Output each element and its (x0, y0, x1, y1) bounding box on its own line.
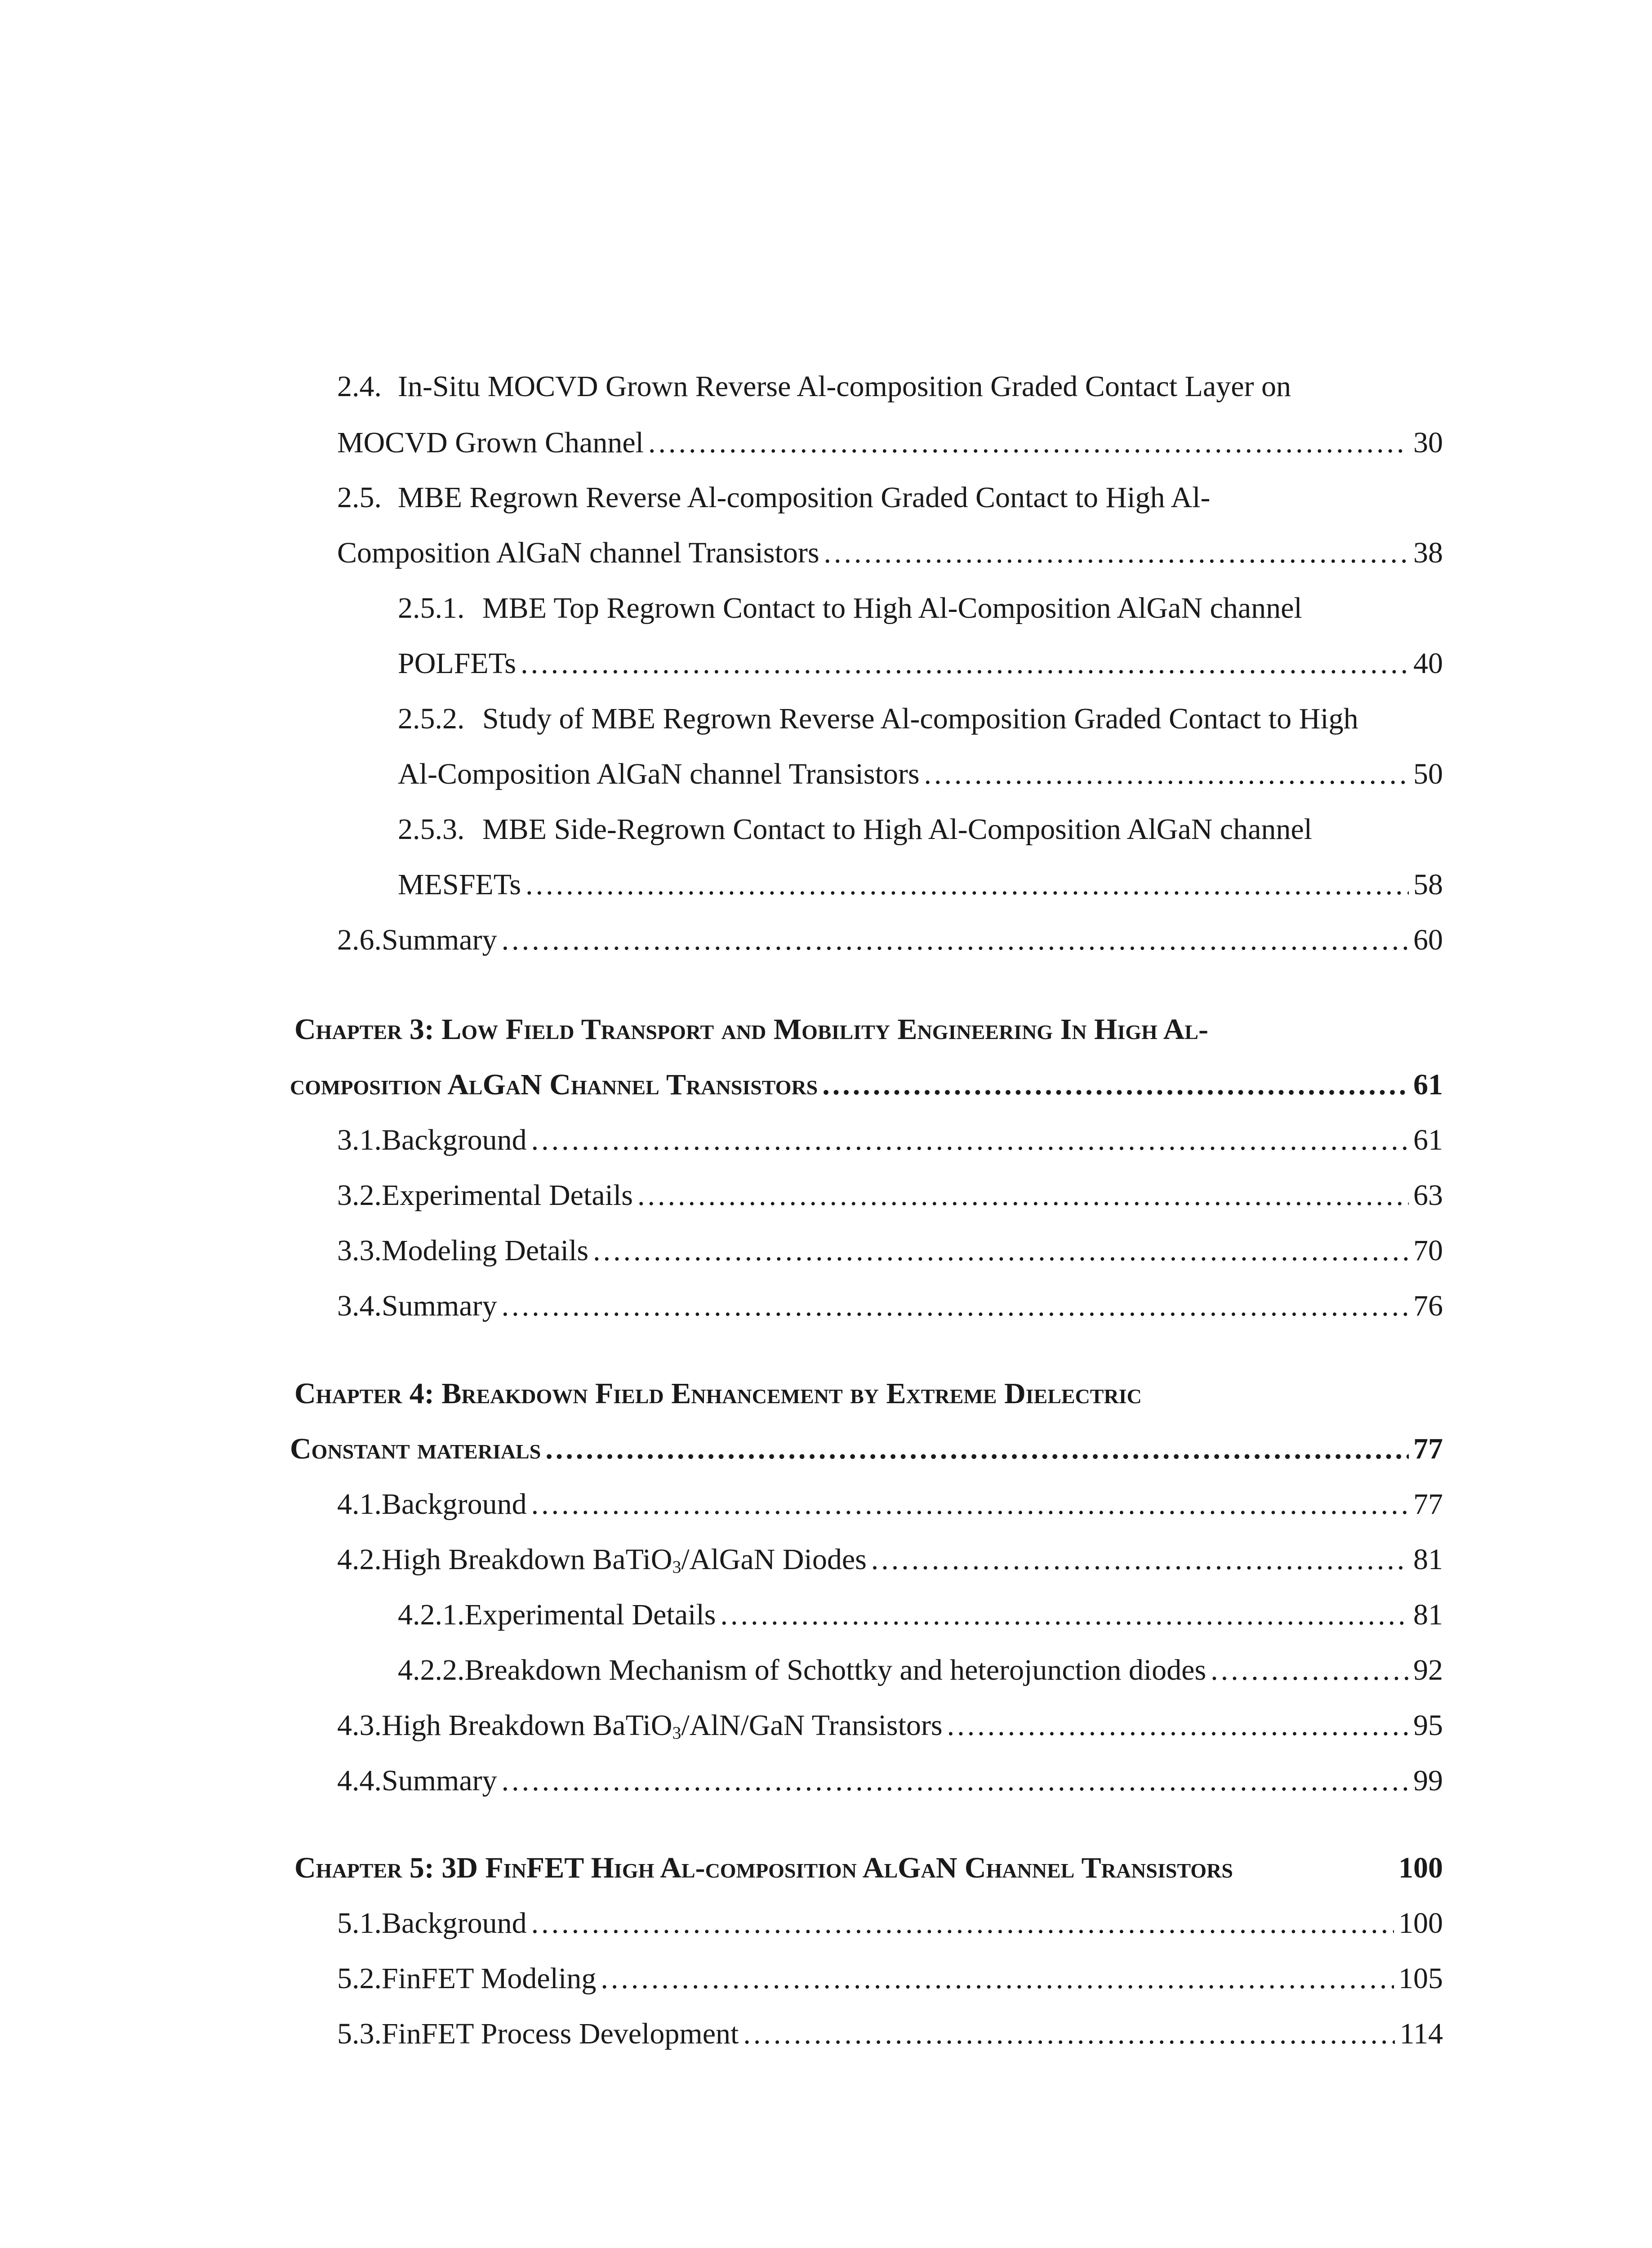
section-number: 4.2. (337, 1543, 382, 1576)
chapter-title: Chapter 5: 3D FinFET High Al-composition AlGaN Channel Transistors (294, 1851, 1233, 1884)
section-title: Summary (382, 923, 497, 956)
page-number: 100 (1398, 1907, 1443, 1940)
section-number: 2.5.3. (398, 813, 465, 846)
chapter-4-heading-line1 (294, 1371, 1142, 1416)
section-number: 2.4. (337, 370, 382, 403)
chapter-title-cont: Constant materials (290, 1432, 541, 1465)
section-number: 3.4. (337, 1289, 382, 1322)
section-title: Background (382, 1124, 527, 1156)
page-number: 60 (1413, 923, 1443, 956)
page-number: 95 (1413, 1709, 1443, 1742)
page-number: 92 (1413, 1654, 1443, 1686)
section-number: 5.3. (337, 2017, 382, 2050)
toc-entry-4-1[interactable] (337, 1482, 1443, 1527)
toc-entry-2-5-3-line1 (398, 807, 1312, 852)
chapter-title: Chapter 4: Breakdown Field Enhancement by Extreme Dielectric (294, 1377, 1142, 1410)
page-number: 61 (1413, 1124, 1443, 1156)
page-number: 81 (1413, 1543, 1443, 1576)
page-number: 76 (1413, 1289, 1443, 1322)
toc-entry-2-5-line2[interactable] (337, 531, 1443, 575)
dot-leader (525, 862, 1409, 907)
page-number: 58 (1413, 868, 1443, 901)
dot-leader (947, 1703, 1409, 1748)
section-title-cont: POLFETs (398, 647, 517, 680)
chapter-4-heading-line2[interactable] (290, 1427, 1443, 1472)
page-number: 30 (1413, 426, 1443, 459)
dot-leader (502, 1758, 1409, 1803)
toc-entry-4-3[interactable] (337, 1703, 1443, 1748)
title-part: High Breakdown BaTiO (382, 1543, 672, 1576)
page-number: 63 (1413, 1179, 1443, 1212)
page-number: 114 (1399, 2017, 1443, 2050)
section-title (382, 1537, 867, 1586)
section-number: 3.3. (337, 1234, 382, 1267)
dot-leader (531, 1901, 1394, 1946)
dot-leader (531, 1118, 1409, 1163)
chapter-3-heading-line1 (294, 1007, 1208, 1052)
dot-leader (924, 752, 1409, 797)
dot-leader (1211, 1648, 1409, 1693)
page-number: 61 (1413, 1068, 1443, 1101)
section-title: Summary (382, 1764, 497, 1797)
toc-entry-2-5-2-line2[interactable] (398, 752, 1443, 797)
section-title-cont: Al-Composition AlGaN channel Transistors (398, 758, 920, 790)
toc-entry-2-4-line2[interactable] (337, 420, 1443, 465)
section-title-cont: MESFETs (398, 868, 521, 901)
section-number: 3.1. (337, 1124, 382, 1156)
toc-entry-2-5-line1 (337, 475, 1210, 520)
toc-entry-4-2-1[interactable] (398, 1592, 1443, 1637)
section-number: 5.2. (337, 1962, 382, 1995)
section-number: 4.1. (337, 1488, 382, 1521)
section-title: Summary (382, 1289, 497, 1322)
section-title: In-Situ MOCVD Grown Reverse Al-composition Graded Contact Layer on (398, 370, 1291, 403)
dot-leader (502, 1284, 1409, 1329)
dot-leader (545, 1427, 1409, 1472)
page-number: 38 (1413, 536, 1443, 569)
dot-leader (824, 531, 1409, 575)
section-title: FinFET Modeling (382, 1962, 597, 1995)
section-number: 4.4. (337, 1764, 382, 1797)
section-number: 3.2. (337, 1179, 382, 1212)
dot-leader (743, 2012, 1395, 2056)
toc-entry-2-5-3-line2[interactable] (398, 862, 1443, 907)
toc-entry-4-4[interactable] (337, 1758, 1443, 1803)
section-number: 2.5. (337, 481, 382, 514)
chapter-3-heading-line2[interactable] (290, 1062, 1443, 1107)
section-title-cont: MOCVD Grown Channel (337, 426, 644, 459)
dot-leader (637, 1173, 1409, 1218)
section-number: 2.5.1. (398, 592, 465, 624)
page-number: 70 (1413, 1234, 1443, 1267)
chapter-5-heading[interactable] (294, 1846, 1443, 1891)
section-title: Breakdown Mechanism of Schottky and heterojunction diodes (464, 1654, 1207, 1686)
dot-leader (601, 1956, 1394, 2001)
section-title: Background (382, 1907, 527, 1940)
section-title: Experimental Details (382, 1179, 633, 1212)
toc-entry-2-6[interactable] (337, 918, 1443, 963)
toc-entry-3-3[interactable] (337, 1228, 1443, 1273)
section-title: MBE Top Regrown Contact to High Al-Composition AlGaN channel (482, 592, 1302, 624)
section-title: MBE Side-Regrown Contact to High Al-Composition AlGaN channel (482, 813, 1313, 846)
section-title: Study of MBE Regrown Reverse Al-composition Graded Contact to High (482, 702, 1358, 735)
title-part: High Breakdown BaTiO (382, 1709, 672, 1742)
subscript: 3 (672, 1722, 681, 1743)
page-number: 100 (1398, 1851, 1443, 1884)
toc-entry-3-1[interactable] (337, 1118, 1443, 1163)
page-number: 50 (1413, 758, 1443, 790)
toc-entry-4-2[interactable] (337, 1537, 1443, 1582)
dot-leader (871, 1537, 1409, 1582)
toc-entry-3-2[interactable] (337, 1173, 1443, 1218)
toc-entry-5-3[interactable] (337, 2012, 1443, 2056)
section-number: 2.5.2. (398, 702, 465, 735)
section-title: Experimental Details (464, 1598, 716, 1631)
toc-entry-2-5-1-line2[interactable] (398, 641, 1443, 686)
section-title-cont: Composition AlGaN channel Transistors (337, 536, 819, 569)
section-number: 4.3. (337, 1709, 382, 1742)
toc-entry-2-5-2-line1 (398, 696, 1358, 741)
dot-leader (593, 1228, 1409, 1273)
dot-leader (521, 641, 1409, 686)
page-number: 105 (1398, 1962, 1443, 1995)
section-title: Modeling Details (382, 1234, 589, 1267)
page-number: 77 (1413, 1432, 1443, 1465)
chapter-title-cont: composition AlGaN Channel Transistors (290, 1068, 818, 1101)
section-title: Background (382, 1488, 527, 1521)
section-number: 4.2.2. (398, 1654, 465, 1686)
page-number: 40 (1413, 647, 1443, 680)
dot-leader (720, 1592, 1409, 1637)
toc-entry-2-4-line1 (337, 364, 1291, 409)
title-part: /AlGaN Diodes (681, 1543, 867, 1576)
section-number: 5.1. (337, 1907, 382, 1940)
subscript: 3 (672, 1557, 681, 1577)
toc-entry-5-2[interactable] (337, 1956, 1443, 2001)
title-part: /AlN/GaN Transistors (681, 1709, 943, 1742)
dot-leader (822, 1062, 1409, 1107)
section-number: 4.2.1. (398, 1598, 465, 1631)
dot-leader (531, 1482, 1409, 1527)
toc-entry-3-4[interactable] (337, 1284, 1443, 1329)
toc-entry-4-2-2[interactable] (398, 1648, 1443, 1693)
section-title: MBE Regrown Reverse Al-composition Graded Contact to High Al- (398, 481, 1211, 514)
toc-entry-2-5-1-line1 (398, 586, 1302, 631)
page-number: 77 (1413, 1488, 1443, 1521)
page-number: 81 (1413, 1598, 1443, 1631)
section-title: FinFET Process Development (382, 2017, 739, 2050)
dot-leader (648, 420, 1409, 465)
chapter-title: Chapter 3: Low Field Transport and Mobility Engineering In High Al- (294, 1013, 1208, 1046)
dot-leader (502, 918, 1409, 963)
page-number: 99 (1413, 1764, 1443, 1797)
toc-entry-5-1[interactable] (337, 1901, 1443, 1946)
section-title (382, 1703, 943, 1752)
section-number: 2.6. (337, 923, 382, 956)
